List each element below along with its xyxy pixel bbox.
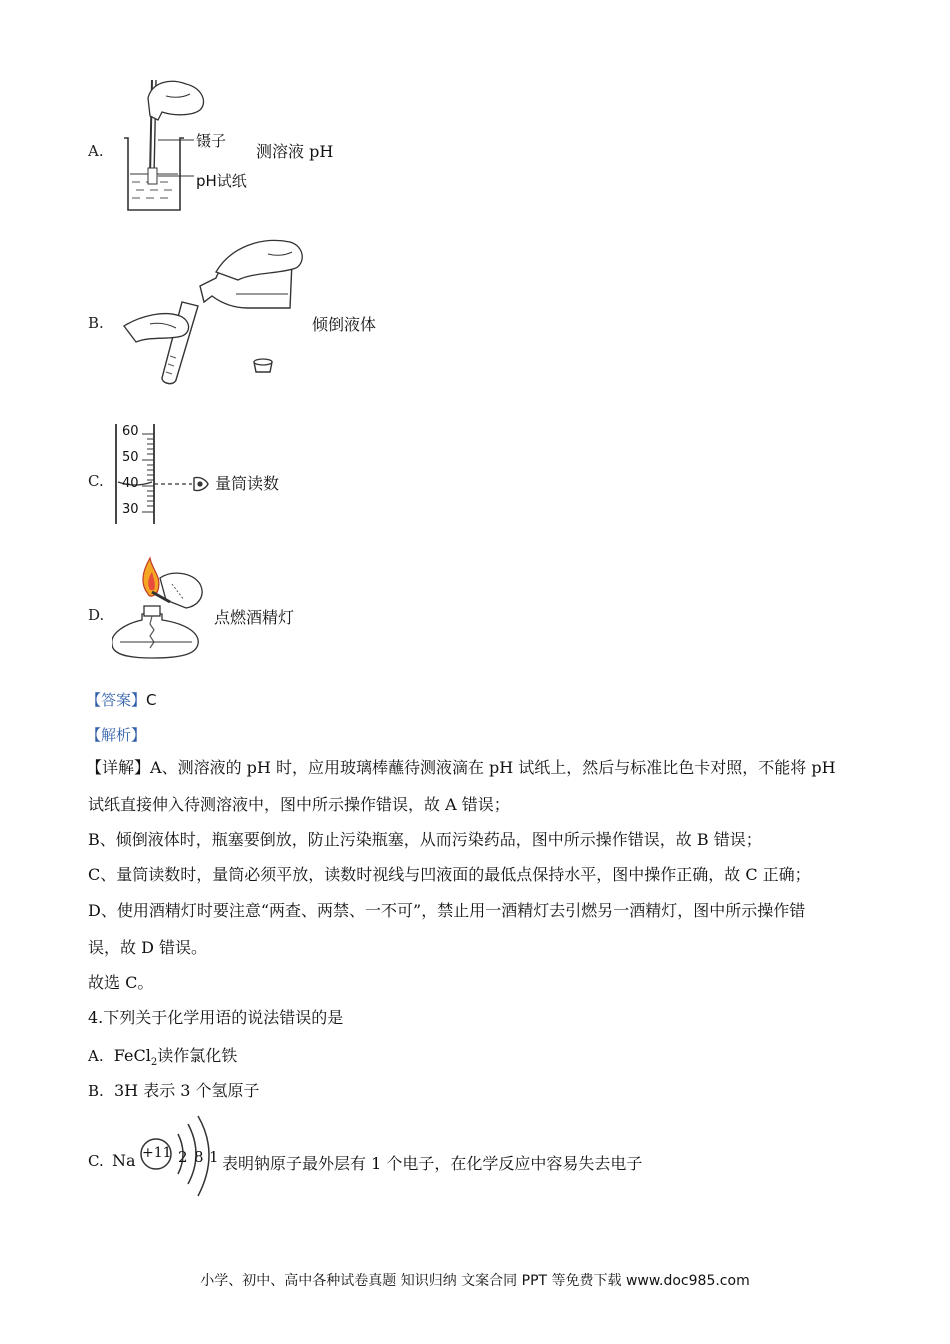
q4-option-a xyxy=(88,1043,237,1068)
option-c-caption: 量筒读数 xyxy=(215,474,280,493)
detail-tag: 【详解】 xyxy=(86,758,151,777)
q4-c-label: C. xyxy=(88,1152,104,1170)
tick-50: 50 xyxy=(122,450,139,465)
pour-liquid-figure xyxy=(120,232,310,388)
q4-c-symbol: Na xyxy=(112,1151,136,1170)
tick-60: 60 xyxy=(122,424,139,439)
analysis-line xyxy=(86,724,146,745)
answer-tag: 【答案】 xyxy=(86,691,147,709)
option-a-caption: 测溶液 pH xyxy=(256,142,334,161)
shell-3-count: 1 xyxy=(209,1148,219,1166)
analysis-tag: 【解析】 xyxy=(86,726,147,744)
shell-2-count: 8 xyxy=(194,1148,204,1166)
tick-30: 30 xyxy=(122,502,139,517)
q4-c-text: 表明钠原子最外层有 1 个电子，在化学反应中容易失去电子 xyxy=(222,1154,643,1173)
option-d-caption: 点燃酒精灯 xyxy=(214,608,295,627)
detail-line-2: 试纸直接伸入待测溶液中，图中所示操作错误，故 A 错误； xyxy=(88,795,510,814)
tick-40: 40 xyxy=(122,476,139,491)
detail-line-1: 【详解】A、测溶液的 pH 时，应用玻璃棒蘸待测液滴在 pH 试纸上，然后与标准比色卡对照，不能将 pH xyxy=(86,758,836,777)
q4-option-b xyxy=(88,1078,260,1101)
q4-a-label: A. xyxy=(88,1047,104,1065)
shell-1-count: 2 xyxy=(178,1148,188,1166)
page-footer: 小学、初中、高中各种试卷真题 知识归纳 文案合同 PPT 等免费下载 www.doc985.com xyxy=(200,1273,750,1289)
detail-line-6: 误，故 D 错误。 xyxy=(88,938,208,957)
q4-stem: 4.下列关于化学用语的说法错误的是 xyxy=(88,1008,344,1027)
q4-b-text: 3H 表示 3 个氢原子 xyxy=(113,1081,260,1100)
q4-b-label: B. xyxy=(88,1082,104,1100)
answer-line xyxy=(86,689,157,710)
q4-a-formula: FeCl xyxy=(113,1046,151,1065)
q4-a-text: 读作氯化铁 xyxy=(157,1046,238,1065)
ph-paper-label: pH试纸 xyxy=(196,172,247,190)
alcohol-lamp-figure xyxy=(112,554,212,662)
detail-line-4: C、量筒读数时，量筒必须平放，读数时视线与凹液面的最低点保持水平，图中操作正确，故 C 正确； xyxy=(88,865,811,884)
option-c-label: C. xyxy=(88,472,104,490)
detail-line-7: 故选 C。 xyxy=(88,973,154,992)
detail-line-3: B、倾倒液体时，瓶塞要倒放，防止污染瓶塞，从而污染药品，图中所示操作错误，故 B 错误； xyxy=(88,830,762,849)
detail-line-5: D、使用酒精灯时要注意“两查、两禁、一不可”，禁止用一酒精灯去引燃另一酒精灯，图中所示操作错 xyxy=(88,901,806,920)
nucleus-charge: +11 xyxy=(142,1145,172,1161)
q4-a-sub: 2 xyxy=(150,1057,158,1069)
option-b-label: B. xyxy=(88,314,104,332)
tweezers-label: 镊子 xyxy=(196,132,227,150)
ph-test-figure xyxy=(118,76,258,214)
option-a-label: A. xyxy=(88,142,104,160)
option-d-label: D. xyxy=(88,606,105,624)
answer-value: C xyxy=(146,691,157,709)
option-b-caption: 倾倒液体 xyxy=(312,315,377,334)
